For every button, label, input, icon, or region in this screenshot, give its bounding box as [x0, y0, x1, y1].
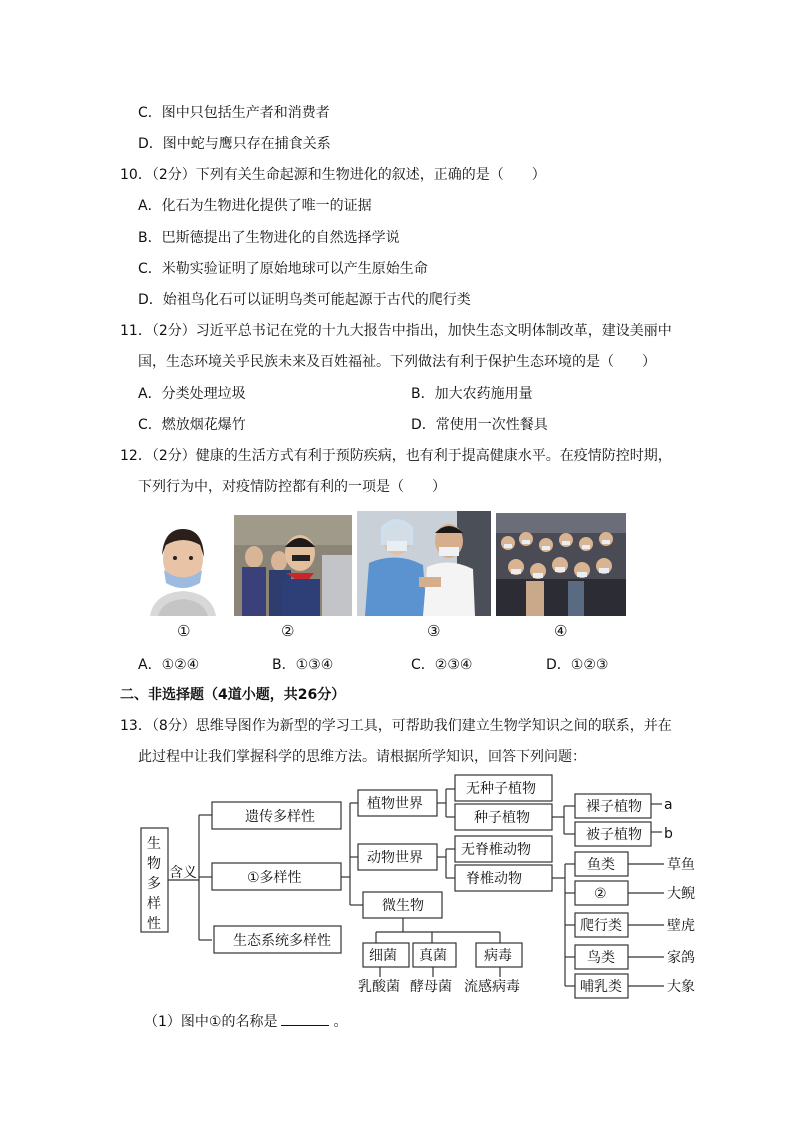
mm-ex-reptile: 壁虎 [667, 918, 695, 934]
mm-ex-fish: 草鱼 [667, 857, 695, 873]
mm-seedless: 无种子植物 [466, 781, 536, 797]
mm-ex-bacteria: 乳酸菌 [358, 979, 400, 995]
q11-option-c: C．燃放烟花爆竹 [138, 417, 246, 433]
q12-option-c: C．②③④ [411, 657, 473, 673]
photo-label-3: ③ [427, 622, 441, 640]
q11-stem-line1: 11．（2分）习近平总书记在党的十九大报告中指出，加快生态文明体制改革，建设美丽中 [120, 323, 672, 339]
mm-ex-2: 大鲵 [667, 886, 695, 902]
photo-label-4: ④ [554, 622, 568, 640]
q12-stem-line1: 12．（2分）健康的生活方式有利于预防疾病，也有利于提高健康水平。在疫情防控时期， [120, 448, 672, 464]
q11-option-a: A．分类处理垃圾 [138, 386, 246, 402]
q11-option-d: D．常使用一次性餐具 [411, 417, 548, 433]
q11-stem-line2: 国，生态环境关乎民族未来及百姓福祉。下列做法有利于保护生态环境的是（ ） [138, 354, 656, 370]
mm-angio: 被子植物 [586, 827, 642, 843]
q10-stem: 10．（2分）下列有关生命起源和生物进化的叙述，正确的是（ ） [120, 167, 546, 183]
mm-root-char-5: 性 [147, 916, 161, 932]
mm-bird: 鸟类 [587, 950, 615, 966]
mm-ecosystem: 生态系统多样性 [233, 933, 331, 949]
mm-blank2: ② [594, 886, 607, 902]
mm-ex-mammal: 大象 [667, 979, 695, 995]
mm-meaning: 含义 [169, 865, 197, 881]
q10-option-a: A．化石为生物进化提供了唯一的证据 [138, 198, 372, 214]
mm-ex-fungi: 酵母菌 [410, 979, 452, 995]
mm-ex-virus: 流感病毒 [464, 979, 520, 995]
mm-gymno: 裸子植物 [586, 799, 642, 815]
q9-option-d: D．图中蛇与鹰只存在捕食关系 [138, 136, 331, 152]
q11-option-b: B．加大农药施用量 [411, 386, 533, 402]
mm-animal-world: 动物世界 [367, 850, 423, 866]
mm-species: ①多样性 [247, 870, 302, 886]
mm-root-char-1: 生 [147, 836, 161, 852]
q13-stem-line1: 13．（8分）思维导图作为新型的学习工具，可帮助我们建立生物学知识之间的联系，并在 [120, 718, 672, 734]
q13-sub1 [144, 1011, 347, 1032]
mm-root-char-4: 样 [147, 896, 161, 912]
mm-reptile: 爬行类 [580, 918, 622, 934]
mm-root-char-3: 多 [147, 876, 161, 892]
q12-option-a: A．①②④ [138, 657, 200, 673]
q13-sub1-text: （1）图中①的名称是 [144, 1014, 278, 1030]
section-heading: 二、非选择题（4道小题，共26分） [120, 687, 346, 703]
mm-plant-world: 植物世界 [367, 796, 423, 812]
q13-stem-line2: 此过程中让我们掌握科学的思维方法。请根据所学知识，回答下列问题： [138, 749, 586, 765]
mm-fungi: 真菌 [419, 948, 447, 964]
mm-fish: 鱼类 [587, 857, 615, 873]
mm-microbe: 微生物 [382, 898, 424, 914]
q9-option-c: C．图中只包括生产者和消费者 [138, 105, 330, 121]
q13-sub1-blank[interactable] [281, 1011, 329, 1026]
q12-option-d: D．①②③ [546, 657, 609, 673]
mm-label-a: a [664, 797, 673, 813]
mm-genetic: 遗传多样性 [245, 809, 315, 825]
q12-option-b: B．①③④ [272, 657, 334, 673]
q12-stem-line2: 下列行为中，对疫情防控都有利的一项是（ ） [138, 479, 446, 495]
q10-option-b: B．巴斯德提出了生物进化的自然选择学说 [138, 230, 400, 246]
mm-seed: 种子植物 [474, 810, 530, 826]
mm-label-b: b [664, 826, 673, 842]
q10-option-c: C．米勒实验证明了原始地球可以产生原始生命 [138, 261, 428, 277]
photo-label-1: ① [177, 622, 191, 640]
mm-ex-bird: 家鸽 [667, 950, 695, 966]
photo-label-2: ② [281, 622, 295, 640]
mm-vert: 脊椎动物 [466, 871, 522, 887]
mm-root-char-2: 物 [147, 856, 161, 872]
mm-bacteria: 细菌 [369, 948, 397, 964]
mm-mammal: 哺乳类 [580, 979, 622, 995]
q10-option-d: D．始祖鸟化石可以证明鸟类可能起源于古代的爬行类 [138, 292, 471, 308]
q13-sub1-period: 。 [333, 1014, 348, 1030]
mm-virus: 病毒 [484, 948, 512, 964]
mm-invert: 无脊椎动物 [461, 842, 531, 858]
